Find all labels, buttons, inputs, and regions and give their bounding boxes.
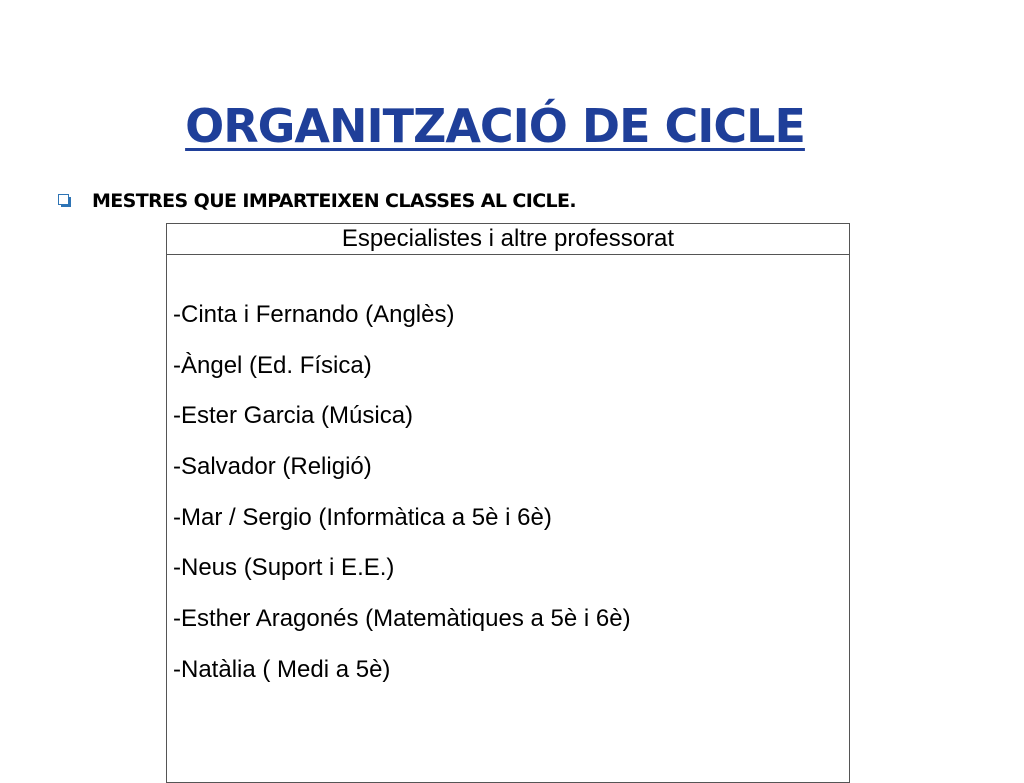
bullet-text: MESTRES QUE IMPARTEIXEN CLASSES AL CICLE. [92,190,577,212]
staff-list-item: -Mar / Sergio (Informàtica a 5è i 6è) [173,503,552,531]
staff-list-item: -Cinta i Fernando (Anglès) [173,301,455,328]
staff-table [166,223,850,783]
slide-title: ORGANITZACIÓ DE CICLE [185,99,805,153]
staff-list-item: -Natàlia ( Medi a 5è) [173,655,391,683]
staff-list-item: -Esther Aragonés (Matemàtiques a 5è i 6è) [173,605,631,633]
staff-list-item: -Salvador (Religió) [173,453,372,481]
bullet-row [58,187,576,215]
staff-list-item: -Ester Garcia (Música) [173,402,414,430]
staff-table-header: Especialistes i altre professorat [167,224,849,255]
staff-list [173,300,631,706]
staff-list-item: -Neus (Suport i E.E.) [173,554,395,582]
checkbox-bullet-icon [58,194,72,208]
staff-list-item: -Àngel (Ed. Física) [173,351,372,379]
